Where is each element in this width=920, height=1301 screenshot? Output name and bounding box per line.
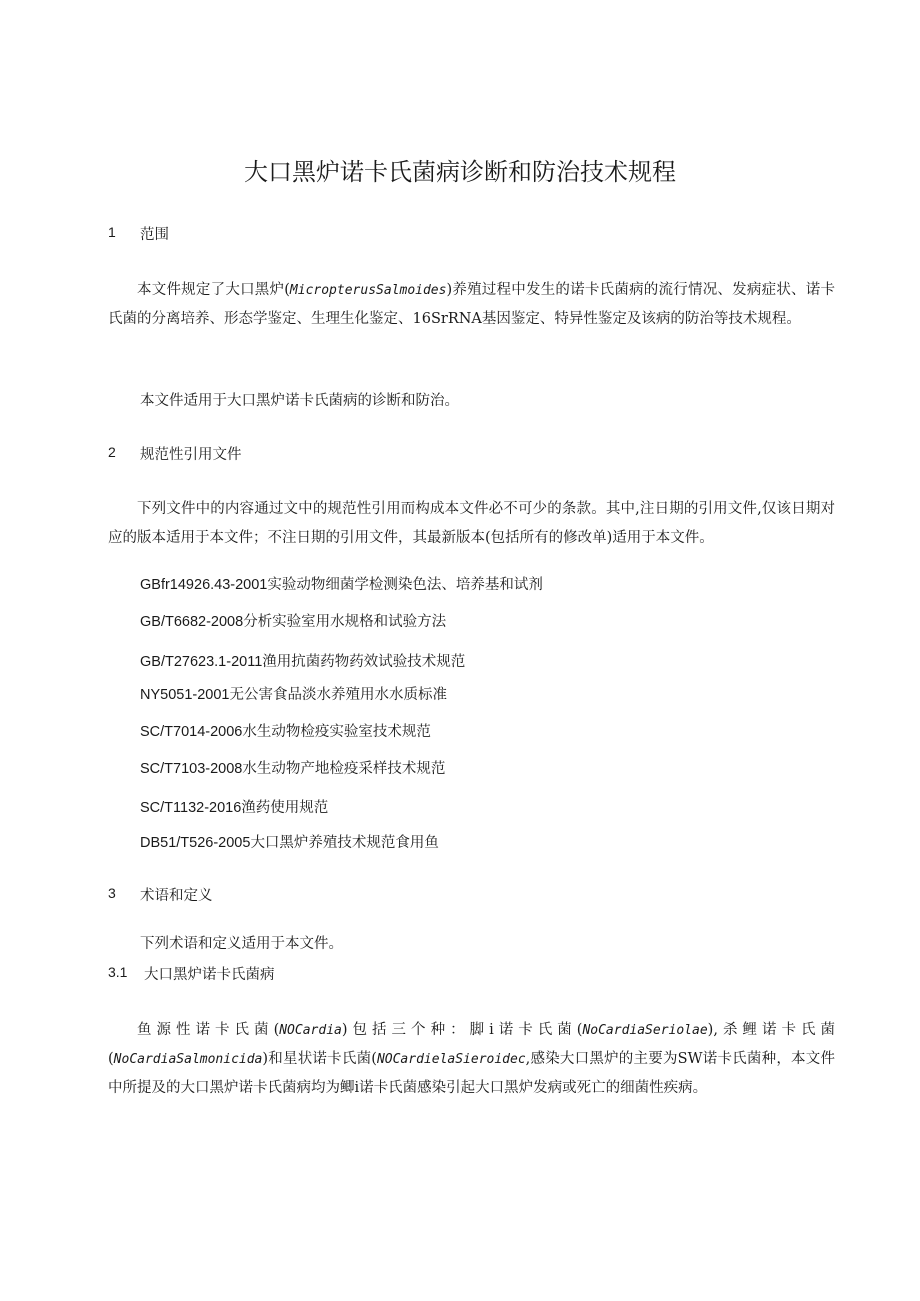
reference-item: DB51/T526-2005大口黑炉养殖技术规范食用鱼 <box>140 835 439 851</box>
subsection-number: 3.1 <box>108 964 128 980</box>
reference-item: GBfr14926.43-2001实验动物细菌学检测染色法、培养基和试剂 <box>140 577 543 593</box>
page-title: 大口黑炉诺卡氏菌病诊断和防治技术规程 <box>244 158 676 186</box>
normative-intro: 下列文件中的内容通过文中的规范性引用而构成本文件必不可少的条款。其中,注日期的引用文件,仅该日期对应的版本适用于本文件；不注日期的引用文件，其最新版本(包括所有的修改单)适用于本文件。 <box>108 501 835 546</box>
latin-name: NoCardiaSalmonicida <box>113 1052 263 1067</box>
latin-name: MicropterusSalmoides <box>289 283 447 298</box>
section-number: 1 <box>108 224 116 240</box>
section-heading: 术语和定义 <box>140 888 213 904</box>
scope-paragraph-2: 本文件适用于大口黑炉诺卡氏菌病的诊断和防治。 <box>140 393 459 409</box>
latin-name: NoCardiaSeriolae <box>582 1023 708 1038</box>
latin-name: NOCardia <box>279 1023 342 1038</box>
section-heading: 范围 <box>140 227 169 243</box>
subsection-heading: 大口黑炉诺卡氏菌病 <box>144 967 275 983</box>
terms-intro: 下列术语和定义适用于本文件。 <box>140 936 343 952</box>
reference-item: SC/T1132-2016渔药使用规范 <box>140 800 329 816</box>
reference-item: GB/T27623.1-2011渔用抗菌药物药效试验技术规范 <box>140 654 466 670</box>
section-number: 2 <box>108 444 116 460</box>
term-definition: 鱼源性诺卡氏菌(NOCardia)包括三个种：脚i诺卡氏菌(NoCardiaSeriolae),杀鲤诺卡氏菌(NoCardiaSalmonicida)和星状诺卡氏菌(NOCardielaSieroidec,感染大口黑炉的主要为SW诺卡氏菌种，本文件中所提及的大口黑炉诺卡氏菌病均为鲫i诺卡氏菌感染引起大口黑炉发病或死亡的细菌性疾病。 <box>108 1022 835 1096</box>
latin-name: NOCardielaSieroidec <box>376 1052 526 1067</box>
reference-item: NY5051-2001无公害食品淡水养殖用水水质标准 <box>140 687 447 703</box>
reference-item: GB/T6682-2008分析实验室用水规格和试验方法 <box>140 614 447 630</box>
section-number: 3 <box>108 885 116 901</box>
reference-item: SC/T7103-2008水生动物产地检疫采样技术规范 <box>140 761 446 777</box>
section-heading: 规范性引用文件 <box>140 447 242 463</box>
scope-paragraph-1: 本文件规定了大口黑炉(MicropterusSalmoides)养殖过程中发生的诺卡氏菌病的流行情况、发病症状、诺卡氏菌的分离培养、形态学鉴定、生理生化鉴定、16SrRNA基因鉴定、特异性鉴定及该病的防治等技术规程。 <box>108 282 836 327</box>
reference-item: SC/T7014-2006水生动物检疫实验室技术规范 <box>140 724 431 740</box>
